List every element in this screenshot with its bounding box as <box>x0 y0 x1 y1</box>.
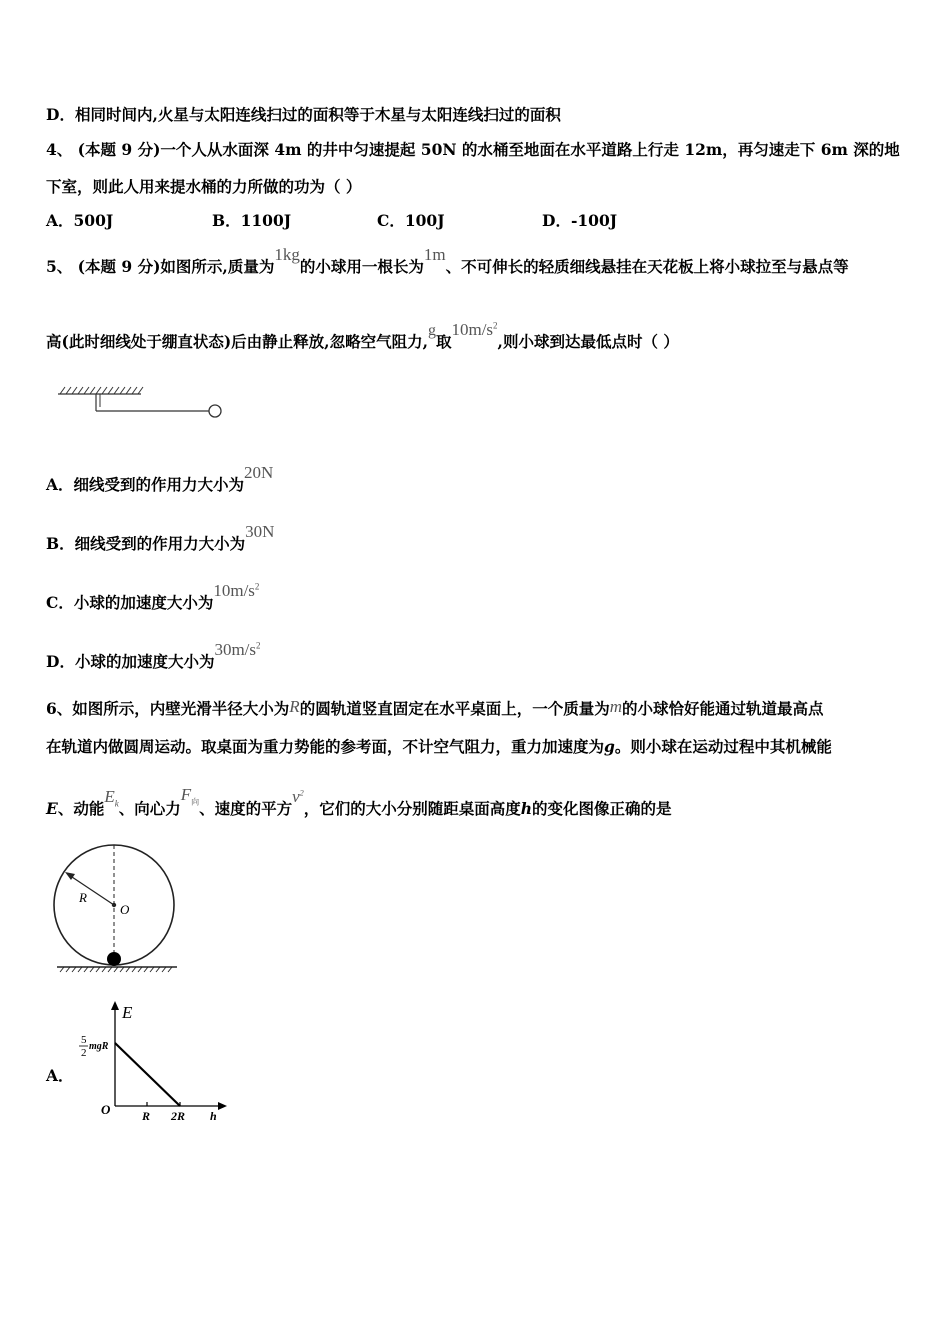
q6-text: 在轨道内做圆周运动。取桌面为重力势能的参考面，不计空气阻力，重力加速度为 <box>46 737 605 756</box>
q5-gval-exp: 2 <box>493 320 498 331</box>
q5-option-a <box>46 463 274 495</box>
q6-Fn-F: F <box>180 785 192 804</box>
q5-option-c-value <box>213 581 259 600</box>
q6-text: 。则小球在运动过程中其机械能 <box>614 737 832 756</box>
q6-v-exp: 2 <box>299 788 304 798</box>
center-label: O <box>120 902 130 917</box>
y-value-denominator: 2 <box>81 1047 87 1059</box>
q6-Fn-sub: 向 <box>191 797 200 807</box>
q6-text: 的小球恰好能通过轨道最高点 <box>621 699 824 718</box>
ceiling-hatch <box>58 387 143 394</box>
q6-mass-symbol: m <box>609 697 622 716</box>
center-point <box>112 903 116 907</box>
q5-option-b-value: 30N <box>245 522 275 541</box>
q5-option-d-text: D．小球的加速度大小为 <box>46 652 215 671</box>
x-tick-label-2r: 2R <box>171 1109 186 1123</box>
q5-text: 5、 (本题 9 分)如图所示,质量为 <box>46 257 275 276</box>
q5-option-a-value: 20N <box>244 463 274 482</box>
q6-E-symbol: E <box>46 799 58 818</box>
q6-stem-line3 <box>46 785 672 821</box>
q6-Ek-symbol <box>104 787 119 809</box>
q6-text: 、向心力 <box>118 799 181 818</box>
radius-label: R <box>79 890 87 905</box>
q6-v2-symbol <box>292 787 304 806</box>
q6-g-symbol: g <box>604 737 615 756</box>
q5-text: 的小球用一根长为 <box>299 257 424 276</box>
q5-text: ,则小球到达最低点时（ ） <box>497 332 679 351</box>
q5-gval-text: 10m/s <box>451 320 494 339</box>
q5-gval <box>451 320 497 339</box>
q5-text: 、不可伸长的轻质细线悬挂在天花板上将小球拉至与悬点等 <box>445 257 849 276</box>
pendulum-figure <box>55 383 230 425</box>
q5-option-d-exp: 2 <box>256 640 261 651</box>
y-value-numerator: 5 <box>81 1034 87 1046</box>
q5-option-a-text: A．细线受到的作用力大小为 <box>46 475 245 494</box>
q5-option-c-num: 10m/s <box>213 581 255 600</box>
q6-v: v <box>292 787 300 806</box>
q6-text: 、动能 <box>57 799 105 818</box>
q6-h-symbol: h <box>520 799 532 818</box>
q6-text: ，它们的大小分别随距桌面高度 <box>303 799 521 818</box>
q6-option-a-graph <box>72 998 232 1126</box>
q3-option-d: D．相同时间内,火星与太阳连线扫过的面积等于木星与太阳连线扫过的面积 <box>46 105 561 124</box>
y-value-suffix: mgR <box>89 1041 109 1052</box>
q6-option-a-label: A． <box>46 1066 74 1085</box>
q5-stem-line2 <box>46 320 679 352</box>
q6-radius-symbol: R <box>289 697 300 716</box>
q5-text: 取 <box>435 332 452 351</box>
x-axis-arrow-icon <box>218 1102 227 1110</box>
q5-option-c-exp: 2 <box>254 581 260 592</box>
q4-option-b: B．1100J <box>212 211 292 230</box>
q4-option-c: C．100J <box>377 211 445 230</box>
ball <box>209 405 221 417</box>
q4-option-a: A．500J <box>46 211 114 230</box>
q6-text: 的圆轨道竖直固定在水平桌面上，一个质量为 <box>299 699 610 718</box>
q5-stem-line1 <box>46 245 849 277</box>
q5-mass: 1kg <box>274 245 300 264</box>
q6-text: 、速度的平方 <box>199 799 293 818</box>
origin-label: O <box>101 1102 111 1117</box>
q6-text: 的变化图像正确的是 <box>532 799 672 818</box>
q5-option-c <box>46 581 260 613</box>
q6-text: 6、如图所示，内壁光滑半径大小为 <box>46 699 290 718</box>
q5-option-d-num: 30m/s <box>214 640 257 659</box>
q5-option-b <box>46 522 275 554</box>
q4-stem-line2: 下室，则此人用来提水桶的力所做的功为（ ） <box>46 177 362 196</box>
ball <box>107 952 121 966</box>
x-axis-label: h <box>210 1109 217 1123</box>
q4-stem-line1: 4、 (本题 9 分)一个人从水面深 4m 的井中匀速提起 50N 的水桶至地面在水平道路上行走 12m，再匀速走下 6m 深的地 <box>46 140 900 159</box>
y-axis-arrow-icon <box>111 1001 119 1010</box>
q5-length: 1m <box>423 245 446 264</box>
y-axis-label: E <box>122 1003 133 1022</box>
q6-Ek-E: E <box>104 787 115 806</box>
q6-stem-line2 <box>46 735 832 757</box>
q5-option-d <box>46 640 261 672</box>
q5-option-b-text: B．细线受到的作用力大小为 <box>46 534 246 553</box>
x-tick-label-r: R <box>142 1109 151 1123</box>
arrow-head-icon <box>65 872 75 880</box>
energy-line <box>115 1043 180 1106</box>
table-hatch <box>60 967 172 972</box>
q5-option-d-value <box>214 640 260 659</box>
q4-option-d: D．-100J <box>542 211 618 230</box>
q5-option-c-text: C．小球的加速度大小为 <box>46 593 214 612</box>
q6-Fn-symbol <box>180 785 200 807</box>
q6-stem-line1 <box>46 697 824 719</box>
q5-text: 高(此时细线处于绷直状态)后由静止释放,忽略空气阻力, <box>46 332 428 351</box>
q6-Ek-sub: k <box>114 798 119 809</box>
q5-g: g <box>427 322 436 339</box>
radius-arrow <box>69 875 114 905</box>
circular-track-figure <box>52 838 182 974</box>
